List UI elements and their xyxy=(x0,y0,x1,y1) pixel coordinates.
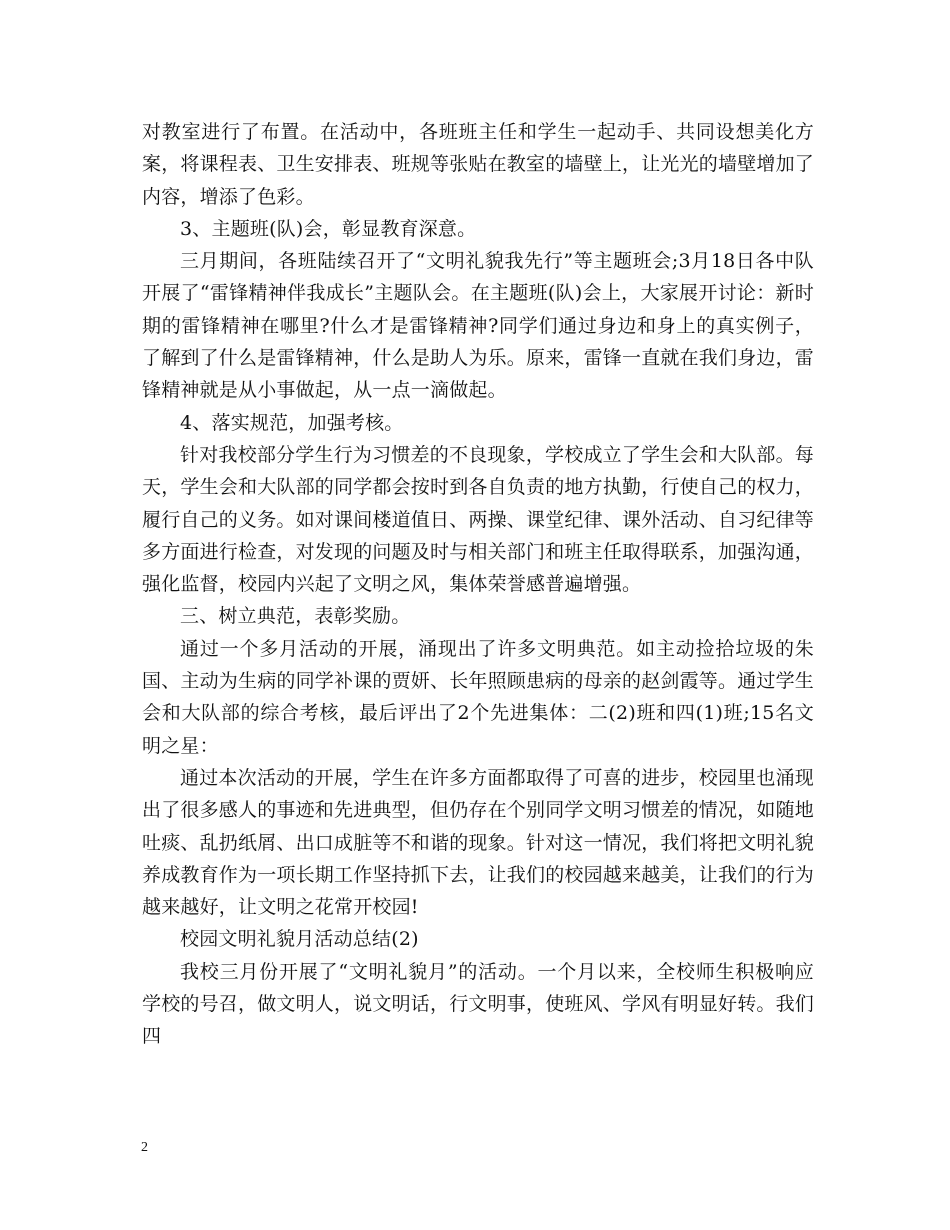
paragraph-theme-meeting: 三月期间，各班陆续召开了“文明礼貌我先行”等主题班会;3月18日各中队开展了“雷锋精神伴我成长”主题队会。在主题班(队)会上，大家展开讨论：新时期的雷锋精神在哪里?什么才是雷锋精神?同学们通过身边和身上的真实例子，了解到了什么是雷锋精神，什么是助人为乐。原来，雷锋一直就在我们身边，雷锋精神就是从小事做起，从一点一滴做起。 xyxy=(142,250,815,402)
paragraph-article-2-intro: 我校三月份开展了“文明礼貌月”的活动。一个月以来，全校师生积极响应学校的号召，做文明人，说文明话，行文明事，使班风、学风有明显好转。我们四 xyxy=(142,960,815,1048)
article-title-2: 校园文明礼貌月活动总结(2) xyxy=(180,928,419,951)
paragraph-conclusion: 通过本次活动的开展，学生在许多方面都取得了可喜的进步，校园里也涌现出了很多感人的事迹和先进典型，但仍存在个别同学文明习惯差的情况，如随地吐痰、乱扔纸屑、出口成脏等不和谐的现象。针对这一情况，我们将把文明礼貌养成教育作为一项长期工作坚持抓下去，让我们的校园越来越美，让我们的行为越来越好，让文明之花常开校园! xyxy=(142,766,815,919)
section-heading-role-models: 三、树立典范，表彰奖励。 xyxy=(180,605,411,628)
section-heading-standards: 4、落实规范，加强考核。 xyxy=(180,411,404,434)
paragraph-standards: 针对我校部分学生行为习惯差的不良现象，学校成立了学生会和大队部。每天，学生会和大队部的同学都会按时到各自负责的地方执勤，行使自己的权力，履行自己的义务。如对课间楼道值日、两操、课堂纪律、课外活动、自习纪律等多方面进行检查，对发现的问题及时与相关部门和班主任取得联系，加强沟通，强化监督，校园内兴起了文明之风，集体荣誉感普遍增强。 xyxy=(142,443,815,596)
section-heading-theme-meeting: 3、主题班(队)会，彰显教育深意。 xyxy=(180,217,477,240)
page-number: 2 xyxy=(141,1140,148,1155)
document-body xyxy=(142,116,814,1053)
paragraph-continuation: 对教室进行了布置。在活动中，各班班主任和学生一起动手、共同设想美化方案，将课程表、卫生安排表、班规等张贴在教室的墙壁上，让光光的墙壁增加了内容，增添了色彩。 xyxy=(142,121,815,208)
paragraph-role-models: 通过一个多月活动的开展，涌现出了许多文明典范。如主动捡拾垃圾的朱国、主动为生病的同学补课的贾妍、长年照顾患病的母亲的赵剑霞等。通过学生会和大队部的综合考核，最后评出了2个先进集体：二(2)班和四(1)班;15名文明之星： xyxy=(142,637,815,757)
